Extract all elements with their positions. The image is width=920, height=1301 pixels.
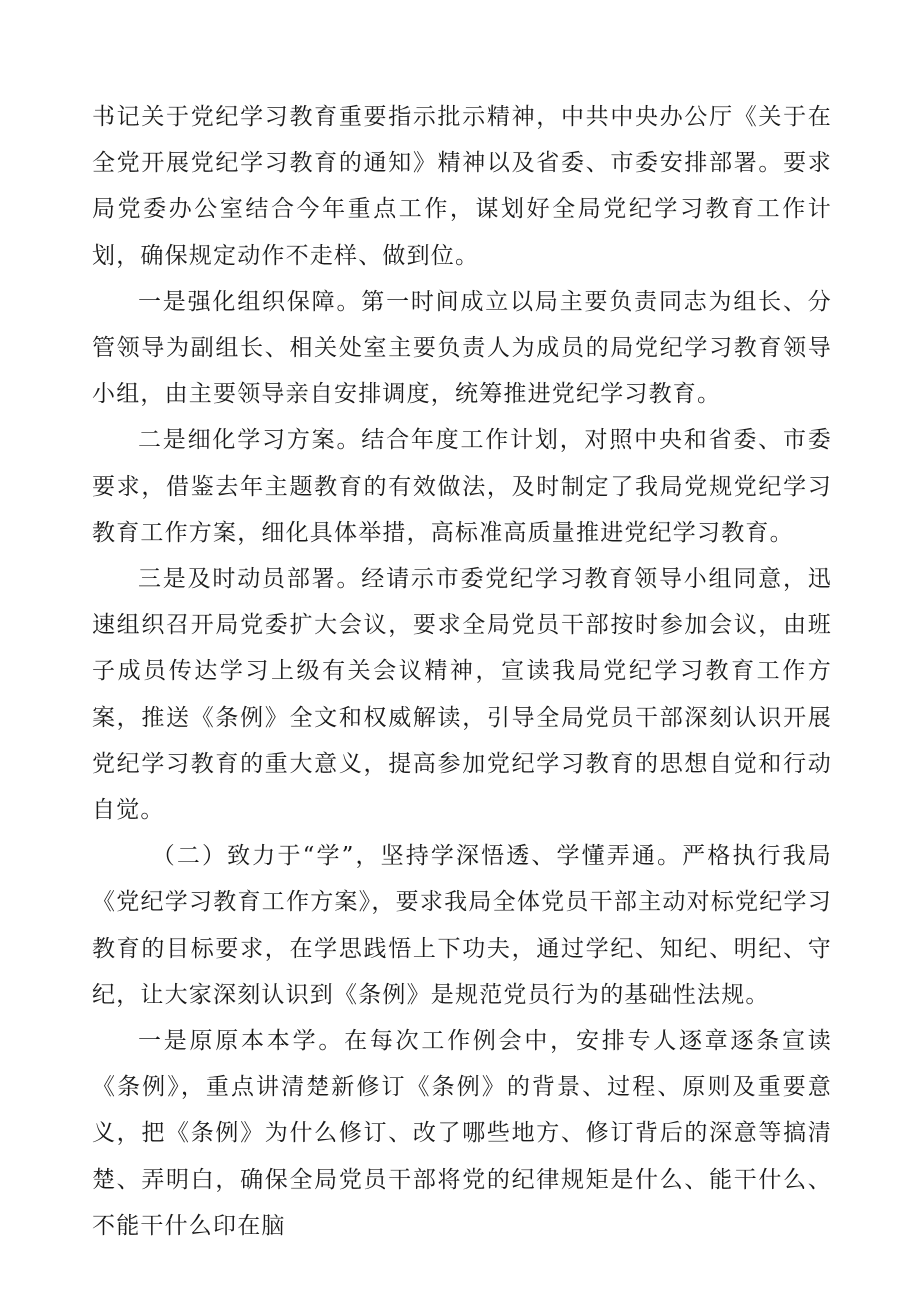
paragraph-section-two-heading: （二）致力于“学”，坚持学深悟透、学懂弄通。严格执行我局《党纪学习教育工作方案》，要求我局全体党员干部主动对标党纪学习教育的目标要求，在学思践悟上下功夫，通过学纪、知纪、明纪、守纪，让大家深刻认识到《条例》是规范党员行为的基础性法规。 <box>92 843 832 1008</box>
paragraph-study-plan: 二是细化学习方案。结合年度工作计划，对照中央和省委、市委要求，借鉴去年主题教育的有效做法，及时制定了我局党规党纪学习教育工作方案，细化具体举措，高标准高质量推进党纪学习教育。 <box>92 427 832 546</box>
paragraph-continuation: 书记关于党纪学习教育重要指示批示精神，中共中央办公厅《关于在全党开展党纪学习教育的通知》精神以及省委、市委安排部署。要求局党委办公室结合今年重点工作，谋划好全局党纪学习教育工作计划，确保规定动作不走样、做到位。 <box>92 104 832 269</box>
paragraph-mobilization: 三是及时动员部署。经请示市委党纪学习教育领导小组同意，迅速组织召开局党委扩大会议，要求全局党员干部按时参加会议，由班子成员传达学习上级有关会议精神，宣读我局党纪学习教育工作方案，推送《条例》全文和权威解读，引导全局党员干部深刻认识开展党纪学习教育的重大意义，提高参加党纪学习教育的思想自觉和行动自觉。 <box>92 566 832 824</box>
paragraph-organization-guarantee: 一是强化组织保障。第一时间成立以局主要负责同志为组长、分管领导为副组长、相关处室主要负责人为成员的局党纪学习教育领导小组，由主要领导亲自安排调度，统筹推进党纪学习教育。 <box>92 288 832 408</box>
paragraph-original-study: 一是原原本本学。在每次工作例会中，安排专人逐章逐条宣读《条例》，重点讲清楚新修订《条例》的背景、过程、原则及重要意义，把《条例》为什么修订、改了哪些地方、修订背后的深意等搞清楚、弄明白，确保全局党员干部将党的纪律规矩是什么、能干什么、不能干什么印在脑 <box>92 1028 832 1239</box>
document-body <box>92 94 832 1249</box>
